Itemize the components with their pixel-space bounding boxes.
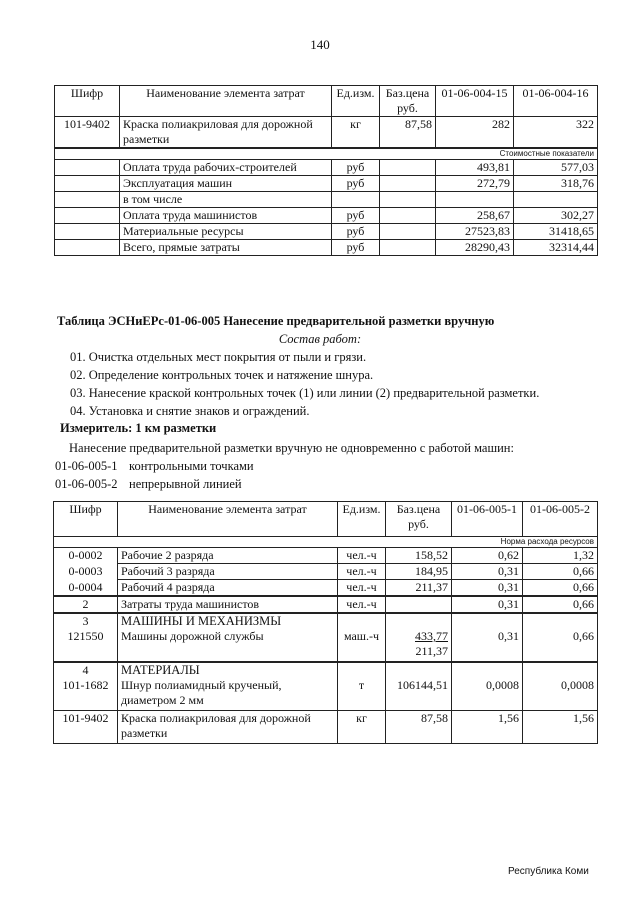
row-name: Рабочий 3 разряда <box>118 564 338 580</box>
row-unit: маш.-ч <box>338 629 386 662</box>
row-price: 87,58 <box>386 711 452 744</box>
row-v2: 1,56 <box>523 711 598 744</box>
summary-row <box>55 160 598 176</box>
summary-name: Оплата труда машинистов <box>120 208 332 224</box>
variant-item <box>55 477 242 492</box>
header-unit: Ед.изм. <box>338 502 386 537</box>
row-code: 0-0003 <box>54 564 118 580</box>
row-v1: 0,31 <box>452 580 523 597</box>
summary-unit: руб <box>332 208 380 224</box>
row-name: Краска полиакриловая для дорожной разметки <box>120 117 332 149</box>
group-code: 2 <box>54 596 118 613</box>
row-v2: 1,32 <box>523 548 598 564</box>
section-label: Норма расхода ресурсов <box>54 537 598 548</box>
table-row <box>54 548 598 564</box>
summary-v1: 28290,43 <box>436 240 514 256</box>
section-description: Нанесение предварительной разметки вручную не одновременно с работой машин: <box>69 441 514 455</box>
summary-v1: 27523,83 <box>436 224 514 240</box>
summary-unit: руб <box>332 176 380 192</box>
header-code: Шифр <box>55 86 120 117</box>
row-v2: 0,66 <box>523 580 598 597</box>
row-code: 0-0004 <box>54 580 118 597</box>
table-row <box>54 678 598 711</box>
cost-table-004 <box>54 85 598 256</box>
variant-text: непрерывной линией <box>129 477 242 491</box>
summary-name: Всего, прямые затраты <box>120 240 332 256</box>
row-name: Рабочие 2 разряда <box>118 548 338 564</box>
section-title: Таблица ЭСНиЕРс-01-06-005 Нанесение предварительной разметки вручную <box>57 314 495 328</box>
work-step: 04. Установка и снятие знаков и ограждений. <box>70 404 310 418</box>
row-price: 158,52 <box>386 548 452 564</box>
table-row <box>55 117 598 149</box>
section-label-row <box>55 148 598 160</box>
unit-of-measure: Измеритель: 1 км разметки <box>60 421 217 435</box>
resource-table-005 <box>53 501 598 744</box>
row-v1: 0,62 <box>452 548 523 564</box>
row-code: 101-1682 <box>54 678 118 711</box>
row-v2: 0,66 <box>523 629 598 662</box>
row-price-cell <box>386 629 452 662</box>
group-title: МАШИНЫ И МЕХАНИЗМЫ <box>118 613 338 629</box>
header-col1: 01-06-004-15 <box>436 86 514 117</box>
header-name: Наименование элемента затрат <box>120 86 332 117</box>
work-step: 03. Нанесение краской контрольных точек (1) или линии (2) предварительной разметки. <box>70 386 540 400</box>
row-price: 87,58 <box>380 117 436 149</box>
header-col2: 01-06-005-2 <box>523 502 598 537</box>
table-row <box>54 711 598 744</box>
row-v2: 0,66 <box>523 596 598 613</box>
summary-unit: руб <box>332 160 380 176</box>
row-code: 121550 <box>54 629 118 662</box>
summary-row <box>55 224 598 240</box>
row-unit: кг <box>332 117 380 149</box>
row-v2: 0,66 <box>523 564 598 580</box>
row-v1: 0,31 <box>452 629 523 662</box>
variant-code: 01-06-005-1 <box>55 459 118 473</box>
header-price: Баз.цена руб. <box>386 502 452 537</box>
header-col1: 01-06-005-1 <box>452 502 523 537</box>
summary-unit: руб <box>332 240 380 256</box>
header-price: Баз.цена руб. <box>380 86 436 117</box>
summary-v2: 318,76 <box>514 176 598 192</box>
row-v1: 0,0008 <box>452 678 523 711</box>
row-code: 101-9402 <box>55 117 120 149</box>
table-row <box>54 629 598 662</box>
row-name: Затраты труда машинистов <box>118 596 338 613</box>
summary-v2: 577,03 <box>514 160 598 176</box>
summary-v1: 272,79 <box>436 176 514 192</box>
section-label: Стоимостные показатели <box>55 148 598 160</box>
header-code: Шифр <box>54 502 118 537</box>
row-code: 101-9402 <box>54 711 118 744</box>
row-price: 184,95 <box>386 564 452 580</box>
variant-text: контрольными точками <box>129 459 254 473</box>
group-header-row <box>54 613 598 629</box>
summary-row <box>55 240 598 256</box>
table-header-row <box>54 502 598 537</box>
table-row <box>54 580 598 597</box>
table-row <box>54 564 598 580</box>
row-price: 106144,51 <box>386 678 452 711</box>
summary-name: Эксплуатация машин <box>120 176 332 192</box>
summary-name: в том числе <box>120 192 332 208</box>
variant-item <box>55 459 254 474</box>
row-v1: 0,31 <box>452 564 523 580</box>
summary-row <box>55 176 598 192</box>
group-header-row <box>54 662 598 678</box>
work-step: 02. Определение контрольных точек и натяжение шнура. <box>70 368 374 382</box>
header-col2: 01-06-004-16 <box>514 86 598 117</box>
page-footer: Республика Коми <box>508 866 589 877</box>
summary-name: Оплата труда рабочих-строителей <box>120 160 332 176</box>
header-unit: Ед.изм. <box>332 86 380 117</box>
section-subtitle: Состав работ: <box>278 332 362 346</box>
row-unit: чел.-ч <box>338 596 386 613</box>
group-title: МАТЕРИАЛЫ <box>118 662 338 678</box>
row-v2: 322 <box>514 117 598 149</box>
row-price-secondary: 211,37 <box>415 644 448 658</box>
row-v1: 1,56 <box>452 711 523 744</box>
summary-v2: 32314,44 <box>514 240 598 256</box>
row-unit: чел.-ч <box>338 548 386 564</box>
group-code: 3 <box>54 613 118 629</box>
summary-row <box>55 192 598 208</box>
summary-v1: 493,81 <box>436 160 514 176</box>
row-v2: 0,0008 <box>523 678 598 711</box>
summary-row <box>55 208 598 224</box>
summary-v1: 258,67 <box>436 208 514 224</box>
row-unit: т <box>338 678 386 711</box>
table-row <box>54 596 598 613</box>
row-v1: 282 <box>436 117 514 149</box>
row-name: Шнур полиамидный крученый, диаметром 2 мм <box>118 678 338 711</box>
work-step: 01. Очистка отдельных мест покрытия от пыли и грязи. <box>70 350 367 364</box>
row-unit: чел.-ч <box>338 580 386 597</box>
row-price: 211,37 <box>386 580 452 597</box>
row-name: Машины дорожной службы <box>118 629 338 662</box>
summary-name: Материальные ресурсы <box>120 224 332 240</box>
row-v1: 0,31 <box>452 596 523 613</box>
header-name: Наименование элемента затрат <box>118 502 338 537</box>
row-unit: кг <box>338 711 386 744</box>
row-unit: чел.-ч <box>338 564 386 580</box>
summary-v2: 31418,65 <box>514 224 598 240</box>
row-name: Краска полиакриловая для дорожной разметки <box>118 711 338 744</box>
row-name: Рабочий 4 разряда <box>118 580 338 597</box>
row-code: 0-0002 <box>54 548 118 564</box>
table-header-row <box>55 86 598 117</box>
page-number: 140 <box>310 37 330 52</box>
summary-unit: руб <box>332 224 380 240</box>
row-price: 433,77 <box>415 629 448 643</box>
group-code: 4 <box>54 662 118 678</box>
section-label-row <box>54 537 598 548</box>
summary-v2: 302,27 <box>514 208 598 224</box>
variant-code: 01-06-005-2 <box>55 477 118 491</box>
